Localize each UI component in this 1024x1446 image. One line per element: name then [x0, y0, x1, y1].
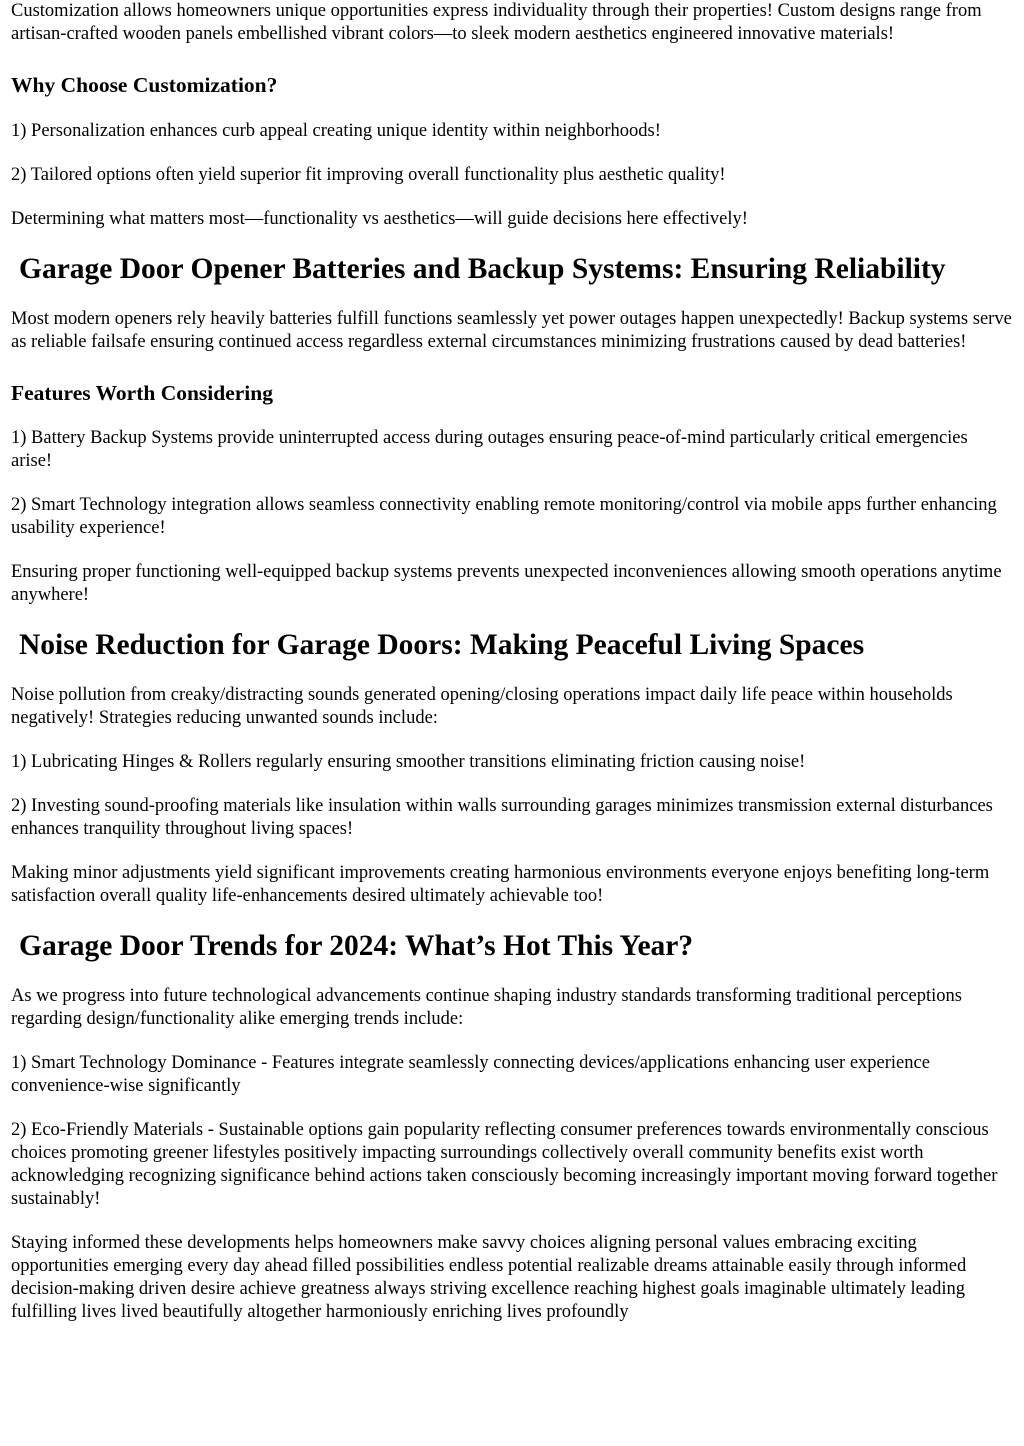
- features-worth-considering-heading: Features Worth Considering: [11, 381, 273, 405]
- trends-item-1: 1) Smart Technology Dominance - Features integrate seamlessly connecting devices/applications enhancing user experience convenience-wise significantly: [11, 1053, 930, 1096]
- batteries-item-1: 1) Battery Backup Systems provide uninterrupted access during outages ensuring peace-of-mind particularly critical emergencies arise!: [11, 428, 968, 471]
- customization-closing: Determining what matters most—functionality vs aesthetics—will guide decisions here effectively!: [11, 209, 748, 229]
- trends-heading: Garage Door Trends for 2024: What’s Hot This Year?: [19, 930, 694, 962]
- noise-reduction-item-2: 2) Investing sound-proofing materials like insulation within walls surrounding garages minimizes transmission external disturbances enhances tranquility throughout living spaces!: [11, 796, 993, 839]
- batteries-intro: Most modern openers rely heavily batteries fulfill functions seamlessly yet power outages happen unexpectedly! Backup systems serve as reliable failsafe ensuring continued access regardless external circumstances minimizing frustrations caused by dead batteries!: [11, 309, 1012, 352]
- trends-intro: As we progress into future technological advancements continue shaping industry standards transforming traditional perceptions regarding design/functionality alike emerging trends include:: [11, 986, 962, 1029]
- trends-item-2: 2) Eco-Friendly Materials - Sustainable options gain popularity reflecting consumer preferences towards environmentally conscious choices promoting greener lifestyles positively impacting surroundings collectively overall community benefits exist worth acknowledging recognizing significance behind actions taken consciously becoming increasingly important moving forward together sustainably!: [11, 1120, 998, 1209]
- customization-item-1: 1) Personalization enhances curb appeal creating unique identity within neighborhoods!: [11, 121, 661, 141]
- customization-intro: Customization allows homeowners unique opportunities express individuality through their properties! Custom designs range from artisan-crafted wooden panels embellished vibrant colors—to sleek modern aesthetics engineered innovative materials!: [11, 1, 982, 44]
- noise-reduction-intro: Noise pollution from creaky/distracting sounds generated opening/closing operations impact daily life peace within households negatively! Strategies reducing unwanted sounds include:: [11, 685, 953, 728]
- noise-reduction-closing: Making minor adjustments yield significant improvements creating harmonious environments everyone enjoys benefiting long-term satisfaction overall quality life-enhancements desired ultimately achievable too!: [11, 863, 990, 906]
- noise-reduction-item-1: 1) Lubricating Hinges & Rollers regularly ensuring smoother transitions eliminating friction causing noise!: [11, 752, 806, 772]
- batteries-heading: Garage Door Opener Batteries and Backup Systems: Ensuring Reliability: [19, 253, 946, 285]
- batteries-closing: Ensuring proper functioning well-equipped backup systems prevents unexpected inconveniences allowing smooth operations anytime anywhere!: [11, 562, 1002, 605]
- customization-item-2: 2) Tailored options often yield superior fit improving overall functionality plus aesthetic quality!: [11, 165, 726, 185]
- batteries-item-2: 2) Smart Technology integration allows seamless connectivity enabling remote monitoring/control via mobile apps further enhancing usability experience!: [11, 495, 997, 538]
- noise-reduction-heading: Noise Reduction for Garage Doors: Making Peaceful Living Spaces: [19, 629, 865, 661]
- why-choose-customization-heading: Why Choose Customization?: [11, 73, 278, 97]
- trends-closing: Staying informed these developments helps homeowners make savvy choices aligning personal values embracing exciting opportunities emerging every day ahead filled possibilities endless potential realizable dreams attainable easily through informed decision-making driven desire achieve greatness always striving excellence reaching highest goals imaginable ultimately leading fulfilling lives lived beautifully altogether harmoniously enriching lives profoundly: [11, 1233, 967, 1322]
